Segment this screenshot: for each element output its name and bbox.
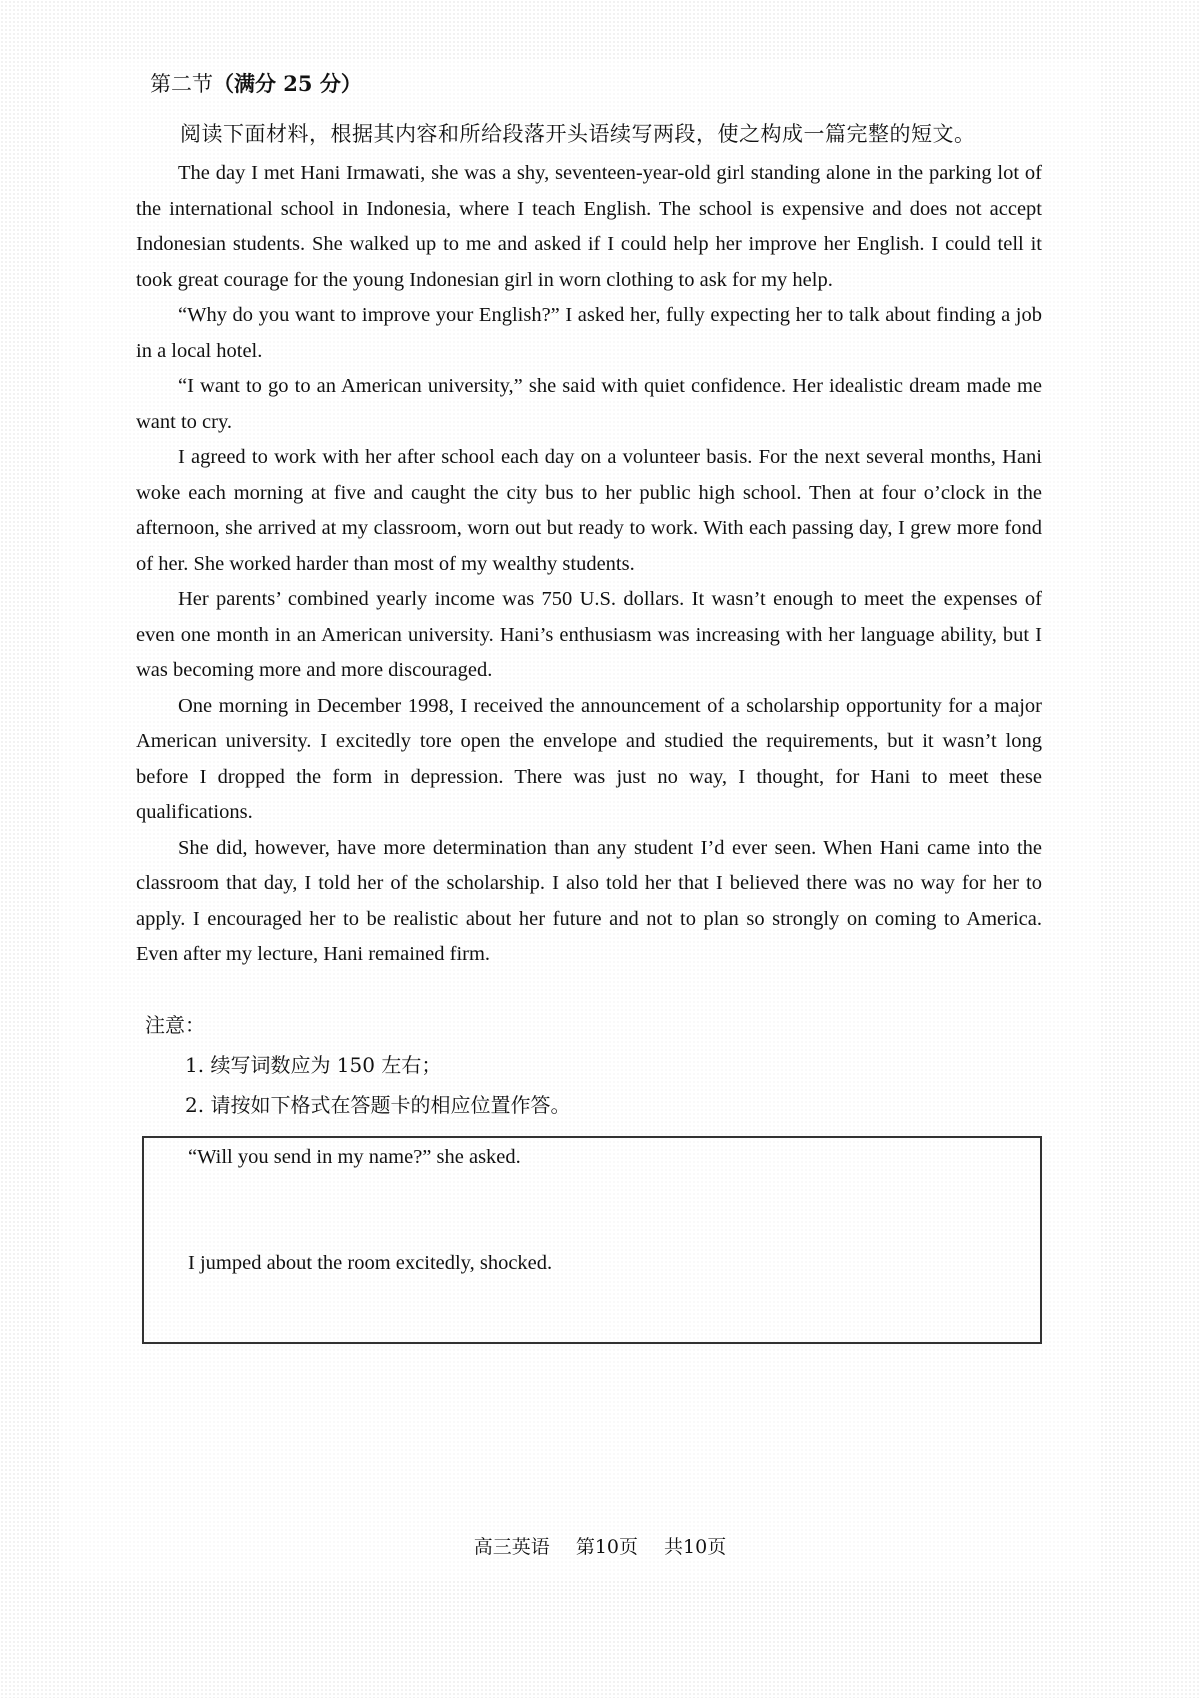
section-score: （满分 25 分）: [213, 71, 362, 96]
reading-passage: [136, 156, 1042, 973]
footer-total-pages: 共10页: [664, 1536, 727, 1558]
passage-paragraph: One morning in December 1998, I received the announcement of a scholarship opportunity for a major American university. I excitedly tore open the envelope and studied the requirements, but it wasn’t long before I dropped the form in depression. There was just no way, I thought, for Hani to meet these qualifications.: [136, 694, 1042, 823]
notes-section: [145, 1005, 570, 1125]
passage-paragraph: Her parents’ combined yearly income was 750 U.S. dollars. It wasn’t enough to meet the expenses of even one month in an American university. Hani’s enthusiasm was increasing with her language ability, but I was becoming more and more discouraged.: [136, 588, 1042, 681]
footer-subject: 高三英语: [473, 1536, 550, 1558]
passage-paragraph: “I want to go to an American university,” she said with quiet confidence. Her idealistic dream made me want to cry.: [136, 375, 1042, 433]
paragraph-opener-1: “Will you send in my name?” she asked.: [188, 1146, 521, 1168]
note-item-word-count: 1. 续写词数应为 150 左右；: [185, 1053, 442, 1077]
task-instruction: 阅读下面材料，根据其内容和所给段落开头语续写两段，使之构成一篇完整的短文。: [180, 122, 976, 146]
passage-paragraph: The day I met Hani Irmawati, she was a shy, seventeen-year-old girl standing alone in the parking lot of the international school in Indonesia, where I teach English. The school is expensive and does not accept Indonesian students. She walked up to me and asked if I could help her improve her English. I could tell it took great courage for the young Indonesian girl in worn clothing to ask for my help.: [136, 162, 1042, 291]
passage-paragraph: “Why do you want to improve your English?” I asked her, fully expecting her to talk about finding a job in a local hotel.: [136, 304, 1042, 362]
paragraph-opener-2: I jumped about the room excitedly, shocked.: [188, 1252, 553, 1274]
passage-paragraph: I agreed to work with her after school each day on a volunteer basis. For the next several months, Hani woke each morning at five and caught the city bus to her public high school. Then at four o’clock in the afternoon, she arrived at my classroom, worn out but ready to work. With each passing day, I grew more fond of her. She worked harder than most of my wealthy students.: [136, 446, 1042, 575]
passage-paragraph: She did, however, have more determination than any student I’d ever seen. When Hani came into the classroom that day, I told her of the scholarship. I also told her that I believed there was no way for her to apply. I encouraged her to be realistic about her future and not to plan so strongly on coming to America. Even after my lecture, Hani remained firm.: [136, 836, 1042, 965]
note-item-answer-format: 2. 请按如下格式在答题卡的相应位置作答。: [185, 1093, 571, 1117]
answer-format-box: [142, 1136, 1042, 1344]
section-title: [150, 68, 362, 98]
section-title-prefix: 第二节: [150, 72, 213, 96]
notes-label: 注意：: [145, 1013, 205, 1037]
page-footer: [0, 1532, 1200, 1559]
footer-page-number: 第10页: [575, 1536, 638, 1558]
